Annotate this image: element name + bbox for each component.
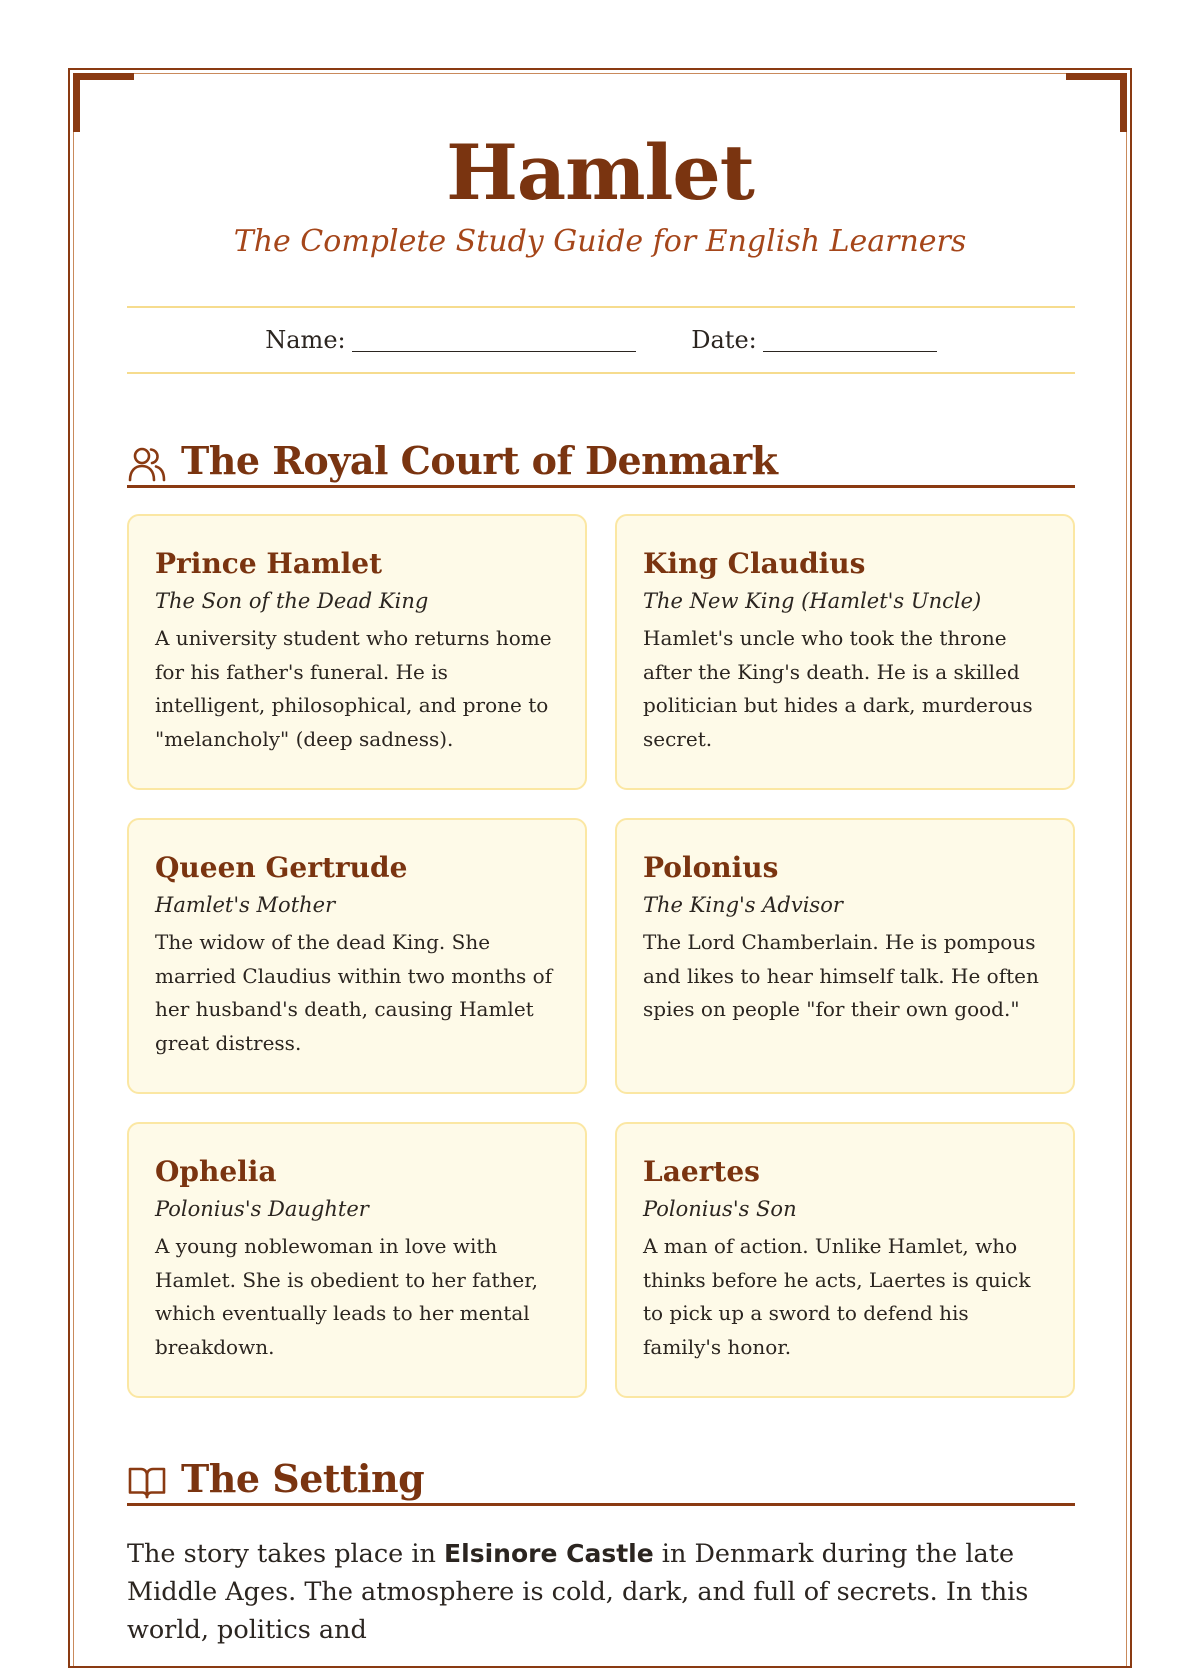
section-heading-royal-court bbox=[127, 432, 1075, 488]
setting-highlight: Elsinore Castle bbox=[444, 1539, 654, 1568]
character-card bbox=[615, 514, 1075, 790]
corner-ornament-top-left bbox=[73, 73, 134, 132]
character-role: Polonius's Daughter bbox=[155, 1197, 369, 1221]
character-card bbox=[615, 818, 1075, 1094]
date-label: Date: bbox=[691, 326, 757, 354]
character-card bbox=[127, 818, 587, 1094]
corner-ornament-top-right bbox=[1066, 73, 1127, 132]
character-name: Ophelia bbox=[155, 1155, 277, 1188]
character-description: A young noblewoman in love with Hamlet. She is obedient to her father, which eventually leads to her mental breakdown. bbox=[155, 1234, 538, 1359]
name-field[interactable] bbox=[265, 308, 635, 372]
character-description: A university student who returns home for his father's funeral. He is intelligent, philosophical, and prone to "melancholy" (deep sadness). bbox=[155, 626, 552, 751]
date-field[interactable] bbox=[691, 308, 936, 372]
character-role: The King's Advisor bbox=[643, 893, 843, 917]
character-card bbox=[615, 1122, 1075, 1398]
character-description: A man of action. Unlike Hamlet, who thinks before he acts, Laertes is quick to pick up a sword to defend his family's honor. bbox=[643, 1234, 1031, 1359]
section-title: The Setting bbox=[181, 1456, 425, 1501]
section-heading-setting bbox=[127, 1450, 1075, 1506]
character-role: Hamlet's Mother bbox=[155, 893, 336, 917]
character-role: The New King (Hamlet's Uncle) bbox=[643, 589, 982, 613]
section-title: The Royal Court of Denmark bbox=[181, 438, 778, 483]
character-name: Laertes bbox=[643, 1155, 760, 1188]
character-card bbox=[127, 514, 587, 790]
date-blank-line[interactable] bbox=[763, 325, 937, 352]
character-name: Polonius bbox=[643, 851, 779, 884]
character-description: Hamlet's uncle who took the throne after the King's death. He is a skilled politician but hides a dark, murderous secret. bbox=[643, 626, 1033, 751]
character-role: Polonius's Son bbox=[643, 1197, 797, 1221]
character-description: The widow of the dead King. She married Claudius within two months of her husband's death, causing Hamlet great distress. bbox=[155, 930, 553, 1055]
character-description: The Lord Chamberlain. He is pompous and likes to hear himself talk. He often spies on people "for their own good." bbox=[643, 930, 1039, 1021]
character-role: The Son of the Dead King bbox=[155, 589, 429, 613]
student-info-row bbox=[127, 306, 1075, 374]
people-icon bbox=[127, 444, 167, 484]
setting-text-before: The story takes place in bbox=[127, 1539, 445, 1569]
page-subtitle: The Complete Study Guide for English Learners bbox=[233, 224, 967, 259]
character-name: Queen Gertrude bbox=[155, 851, 408, 884]
name-label: Name: bbox=[265, 326, 346, 354]
character-grid bbox=[127, 514, 1075, 1398]
page-title: Hamlet bbox=[446, 128, 754, 217]
setting-paragraph bbox=[127, 1535, 1077, 1649]
character-name: King Claudius bbox=[643, 547, 866, 580]
character-card bbox=[127, 1122, 587, 1398]
setting-text-after: in Denmark during the late Middle Ages. The atmosphere is cold, dark, and full of secrets. In this world, politics and bbox=[127, 1539, 1029, 1645]
open-book-icon bbox=[127, 1462, 167, 1502]
name-blank-line[interactable] bbox=[352, 325, 636, 352]
character-name: Prince Hamlet bbox=[155, 547, 383, 580]
